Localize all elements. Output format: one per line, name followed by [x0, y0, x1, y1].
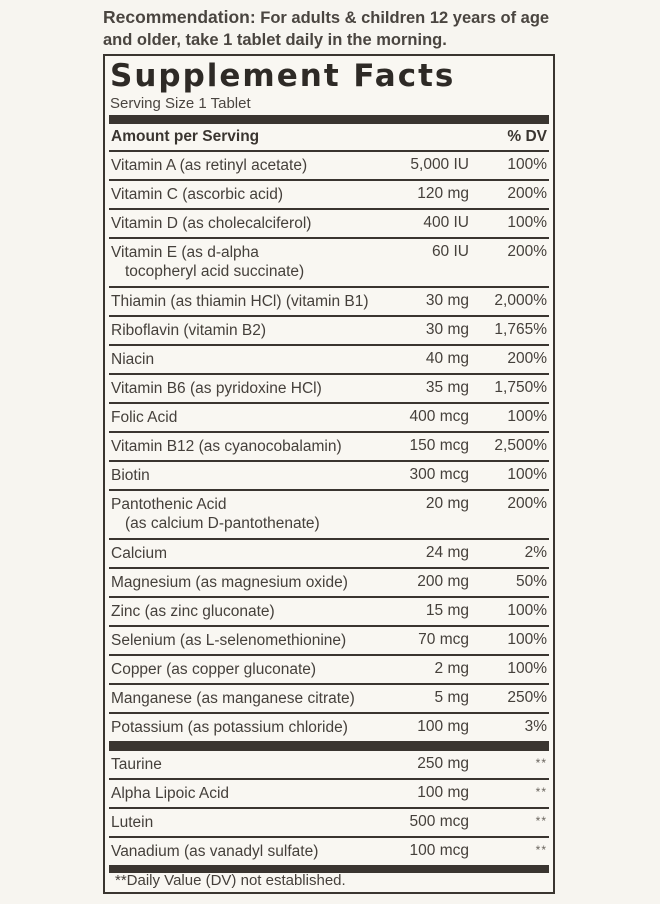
table-row [109, 402, 549, 431]
nutrient-dv: 100% [507, 631, 547, 648]
nutrient-name-line: Niacin [111, 351, 155, 368]
footnote: **Daily Value (DV) not established. [115, 872, 346, 889]
nutrient-name-line2: tocopheryl acid succinate) [125, 263, 305, 280]
nutrient-amount: 5 mg [434, 689, 469, 706]
nutrient-dv: 1,765% [494, 321, 547, 338]
nutrient-name-line: Vitamin B12 (as cyanocobalamin) [111, 438, 342, 455]
nutrient-name [111, 813, 391, 832]
table-row [109, 749, 549, 778]
table-row [109, 460, 549, 489]
nutrient-name-line: Potassium (as potassium chloride) [111, 719, 348, 736]
recommendation-label: Recommendation: [103, 7, 256, 27]
serving-size: Serving Size 1 Tablet [110, 95, 251, 112]
nutrient-name [111, 689, 391, 708]
nutrient-amount: 15 mg [425, 602, 469, 619]
table-row [109, 625, 549, 654]
nutrient-dv: 100% [507, 156, 547, 173]
nutrient-name-line: Taurine [111, 756, 162, 773]
nutrient-amount: 20 mg [425, 495, 469, 512]
nutrient-name-line: Alpha Lipoic Acid [111, 785, 230, 802]
nutrient-amount: 300 mcg [409, 466, 469, 483]
nutrient-amount: 2 mg [434, 660, 469, 677]
nutrient-amount: 35 mg [425, 379, 469, 396]
table-row [109, 538, 549, 567]
nutrient-amount: 100 mg [417, 784, 469, 801]
nutrient-name-line: Vitamin B6 (as pyridoxine HCl) [111, 380, 322, 397]
nutrient-name-line: Calcium [111, 545, 167, 562]
nutrient-name-line: Vitamin D (as cholecalciferol) [111, 215, 312, 232]
nutrient-amount: 120 mg [417, 185, 469, 202]
nutrient-amount: 70 mcg [418, 631, 469, 648]
nutrient-name [111, 755, 391, 774]
nutrient-name [111, 350, 391, 369]
nutrient-name-line: Vitamin A (as retinyl acetate) [111, 157, 308, 174]
nutrient-name [111, 321, 391, 340]
nutrient-amount: 200 mg [417, 573, 469, 590]
nutrient-amount: 24 mg [425, 544, 469, 561]
nutrient-name-line: Thiamin (as thiamin HCl) (vitamin B1) [111, 293, 369, 310]
nutrient-name-line: Zinc (as zinc gluconate) [111, 603, 275, 620]
table-row [109, 344, 549, 373]
nutrient-name [111, 544, 391, 563]
nutrient-name [111, 631, 391, 650]
table-header [109, 126, 549, 148]
nutrient-name [111, 156, 391, 175]
nutrient-dv: 100% [507, 660, 547, 677]
nutrient-amount: 100 mg [417, 718, 469, 735]
nutrient-name [111, 292, 391, 311]
nutrient-dv: ** [535, 756, 547, 770]
nutrient-amount: 400 mcg [409, 408, 469, 425]
nutrient-dv: 2,000% [494, 292, 547, 309]
nutrient-dv: 100% [507, 466, 547, 483]
table-row [109, 778, 549, 807]
nutrient-name [111, 408, 391, 427]
nutrient-amount: 250 mg [417, 755, 469, 772]
nutrient-name [111, 214, 391, 233]
nutrient-dv: ** [535, 843, 547, 857]
thick-divider [109, 115, 549, 124]
nutrient-dv: 200% [507, 243, 547, 260]
nutrient-name [111, 602, 391, 621]
panel-title: Supplement Facts [110, 58, 456, 94]
nutrient-name-line: Riboflavin (vitamin B2) [111, 322, 267, 339]
nutrient-amount: 500 mcg [409, 813, 469, 830]
table-row [109, 489, 549, 538]
nutrient-dv: 2,500% [494, 437, 547, 454]
nutrient-name [111, 573, 391, 592]
nutrient-name [111, 466, 391, 485]
table-row [109, 807, 549, 836]
nutrient-dv: ** [535, 814, 547, 828]
recommendation [103, 6, 563, 51]
nutrient-name-line: Folic Acid [111, 409, 178, 426]
header-amount: Amount per Serving [111, 128, 260, 145]
table-row [109, 596, 549, 625]
nutrient-name-line: Pantothenic Acid [111, 496, 227, 513]
nutrient-name [111, 243, 391, 281]
nutrient-dv: 1,750% [494, 379, 547, 396]
nutrient-name [111, 495, 391, 533]
nutrient-name-line: Biotin [111, 467, 150, 484]
nutrient-dv: ** [535, 785, 547, 799]
nutrient-amount: 60 IU [431, 243, 469, 260]
table-row [109, 683, 549, 712]
nutrient-amount: 100 mcg [409, 842, 469, 859]
table-row [109, 836, 549, 865]
header-dv: % DV [507, 128, 547, 145]
table-row [109, 208, 549, 237]
nutrient-dv: 100% [507, 602, 547, 619]
nutrient-amount: 30 mg [425, 292, 469, 309]
table-row [109, 431, 549, 460]
nutrient-dv: 200% [507, 185, 547, 202]
table-row [109, 237, 549, 286]
nutrient-dv: 100% [507, 214, 547, 231]
table-row [109, 567, 549, 596]
table-row [109, 315, 549, 344]
table-row [109, 654, 549, 683]
nutrient-name-line: Selenium (as L-selenomethionine) [111, 632, 347, 649]
nutrient-name-line: Vitamin C (ascorbic acid) [111, 186, 283, 203]
nutrient-name-line: Manganese (as manganese citrate) [111, 690, 355, 707]
nutrient-name-line: Lutein [111, 814, 154, 831]
nutrient-name-line: Magnesium (as magnesium oxide) [111, 574, 348, 591]
nutrient-name [111, 185, 391, 204]
nutrient-name-line: Vanadium (as vanadyl sulfate) [111, 843, 319, 860]
nutrient-name [111, 660, 391, 679]
nutrient-name [111, 718, 391, 737]
nutrient-table [109, 150, 549, 873]
nutrient-dv: 200% [507, 495, 547, 512]
table-row [109, 373, 549, 402]
nutrient-dv: 250% [507, 689, 547, 706]
nutrient-name-line: Vitamin E (as d-alpha [111, 244, 259, 261]
table-row [109, 712, 549, 741]
recommendation-text: For adults & children 12 years of age and older, take 1 tablet daily in the morning. [103, 9, 550, 49]
nutrient-name [111, 842, 391, 861]
nutrient-dv: 2% [524, 544, 547, 561]
nutrient-name-line: Copper (as copper gluconate) [111, 661, 317, 678]
nutrient-amount: 400 IU [423, 214, 469, 231]
table-row [109, 179, 549, 208]
nutrient-name [111, 784, 391, 803]
nutrient-dv: 50% [515, 573, 547, 590]
nutrient-amount: 40 mg [425, 350, 469, 367]
nutrient-dv: 200% [507, 350, 547, 367]
nutrient-amount: 150 mcg [409, 437, 469, 454]
nutrient-amount: 30 mg [425, 321, 469, 338]
nutrient-dv: 3% [524, 718, 547, 735]
nutrient-name [111, 437, 391, 456]
table-row [109, 150, 549, 179]
nutrient-dv: 100% [507, 408, 547, 425]
supplement-facts-panel [103, 54, 555, 894]
thick-divider [109, 741, 549, 749]
table-row [109, 286, 549, 315]
nutrient-name-line2: (as calcium D-pantothenate) [125, 515, 320, 532]
nutrient-name [111, 379, 391, 398]
nutrient-amount: 5,000 IU [410, 156, 469, 173]
